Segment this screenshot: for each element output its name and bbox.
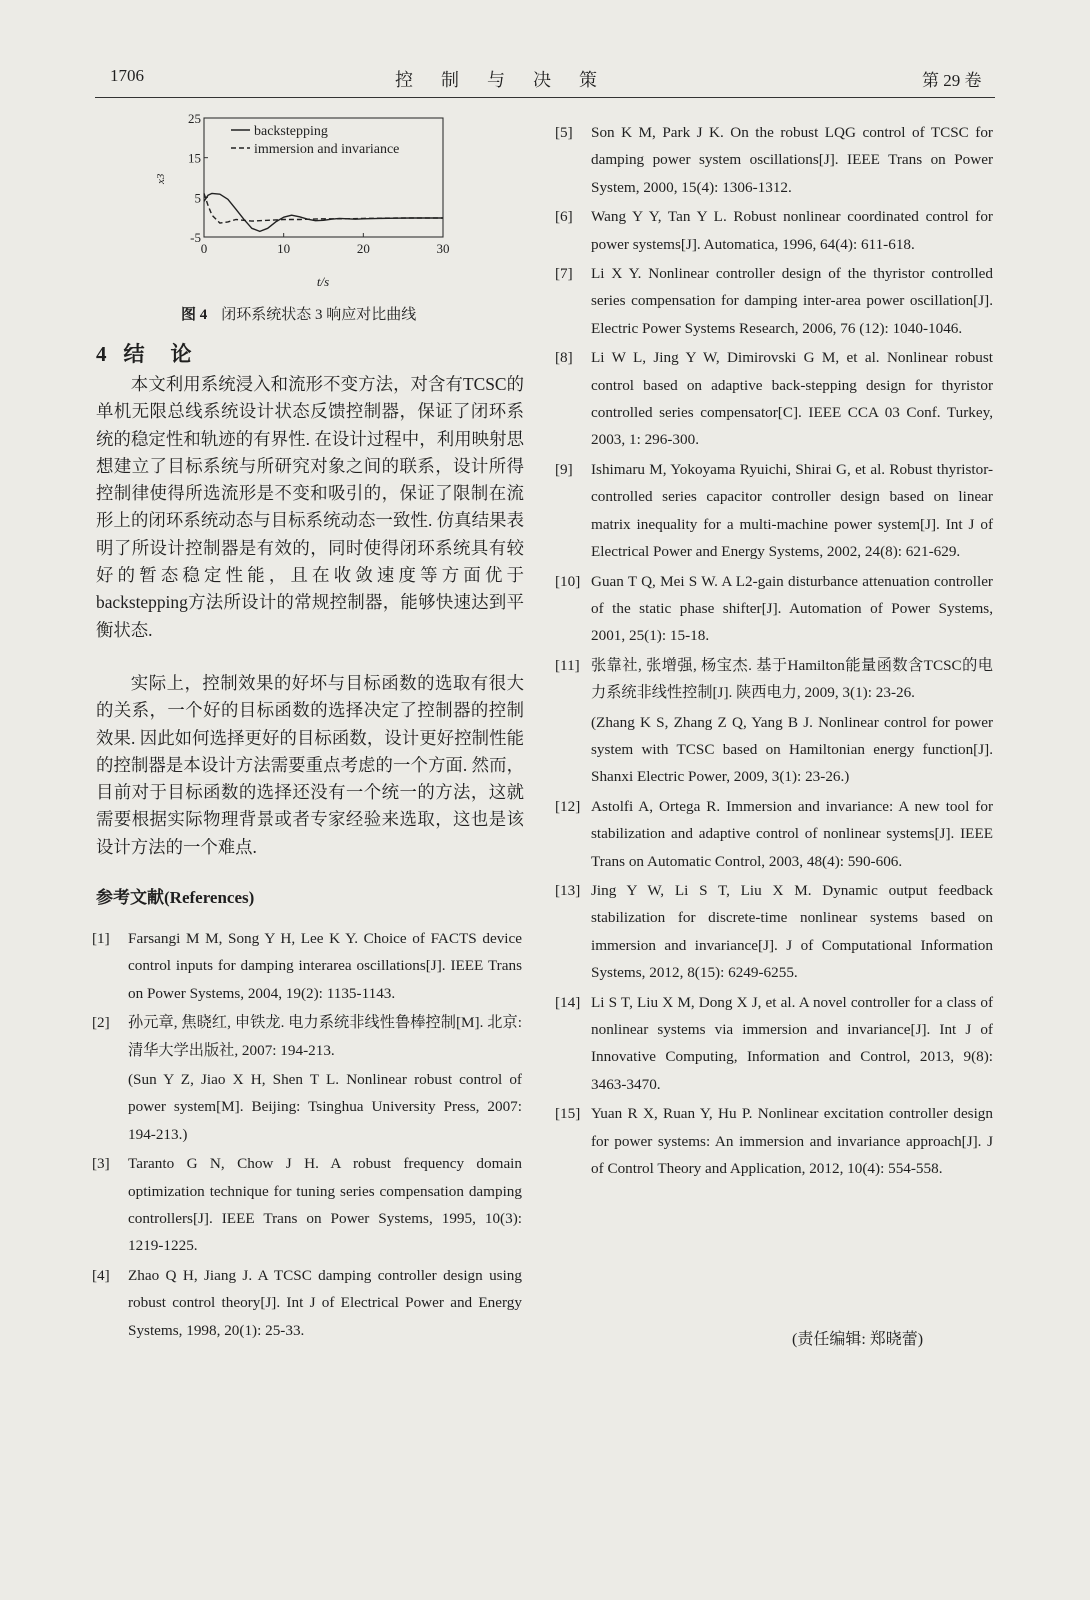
reference-item xyxy=(555,568,993,650)
reference-text: Taranto G N, Chow J H. A robust frequency domain optimization technique for tuning series compensation damping controllers[J]. IEEE Trans on Power Systems, 1995, 10(3): 1219-1225. xyxy=(128,1155,522,1255)
figure-4 xyxy=(150,104,470,294)
reference-text-block xyxy=(591,1100,993,1182)
section-title: 结论 xyxy=(123,342,218,366)
reference-item xyxy=(555,989,993,1099)
header-rule xyxy=(95,97,995,98)
editor-credit: (责任编辑: 郑晓蕾) xyxy=(792,1331,924,1348)
figure-caption-text: 闭环系统状态 3 响应对比曲线 xyxy=(221,307,417,323)
reference-text-block xyxy=(591,568,993,650)
reference-number: [10] xyxy=(555,572,581,590)
reference-item xyxy=(555,119,993,201)
reference-number: [7] xyxy=(555,265,573,283)
reference-text-block xyxy=(591,456,993,566)
reference-text-block xyxy=(591,119,993,201)
x-tick-label: 0 xyxy=(200,241,208,256)
reference-number: [15] xyxy=(555,1105,581,1123)
reference-item xyxy=(555,793,993,875)
journal-title: 控制与决策 xyxy=(395,70,625,90)
reference-text: Son K M, Park J K. On the robust LQG control of TCSC for damping power system oscillations[J]. IEEE Trans on Power System, 2000, 15(4): 1306-1312. xyxy=(591,124,993,196)
reference-text-block xyxy=(591,344,993,454)
reference-number: [8] xyxy=(555,349,573,367)
reference-number: [2] xyxy=(92,1014,110,1032)
reference-text: Li W L, Jing Y W, Dimirovski G M, et al. Nonlinear robust control based on adaptive back-stepping design for thyristor controlled series compensator[C]. IEEE CCA 03 Conf. Turkey, 2003, 1: 296-300. xyxy=(591,349,993,449)
reference-number: [13] xyxy=(555,881,581,899)
conclusion-paragraph-1: 本文利用系统浸入和流形不变方法，对含有TCSC的单机无限总线系统设计状态反馈控制器，保证了闭环系统的稳定性和轨迹的有界性. 在设计过程中，利用映射思想建立了目标系统与所研究对象之间的联系，设计所得控制律使得所选流形是不变和吸引的，保证了限制在流形上的闭环系统动态与目标系统动态一致性. 仿真结果表明了所设计控制器是有效的，同时使得闭环系统具有较好的暂态稳定性能，且在收敛速度等方面优于backstepping方法所设计的常规控制器，能够快速达到平衡状态. xyxy=(96,374,524,640)
reference-text-block xyxy=(128,1262,522,1344)
figure-caption xyxy=(181,303,416,324)
reference-text: Yuan R X, Ruan Y, Hu P. Nonlinear excitation controller design for power systems: An immersion and invariance approach[J]. J of Control Theory and Application, 2012, 10(4): 554-558. xyxy=(591,1105,993,1178)
reference-item xyxy=(92,1150,522,1260)
reference-number: [12] xyxy=(555,797,581,815)
y-tick-label: 15 xyxy=(188,150,201,166)
reference-number: [5] xyxy=(555,124,573,141)
reference-number: [6] xyxy=(555,208,573,226)
reference-text-block xyxy=(128,1009,522,1148)
reference-item xyxy=(555,344,993,454)
reference-text-block xyxy=(591,260,993,342)
reference-text: Ishimaru M, Yokoyama Ryuichi, Shirai G, et al. Robust thyristor-controlled series capacitor controller design based on linear matrix inequality for a multi-machine power system[J]. Int J of Electrical Power and Energy Systems, 2002, 24(8): 621-629. xyxy=(591,460,993,561)
references-right-column xyxy=(555,119,993,1184)
reference-number: [4] xyxy=(92,1266,110,1284)
reference-text: Guan T Q, Mei S W. A L2-gain disturbance attenuation controller of the static phase shifter[J]. Automation of Power Systems, 2001, 25(1): 15-18. xyxy=(591,572,993,645)
response-chart xyxy=(150,104,470,294)
reference-text: Zhao Q H, Jiang J. A TCSC damping controller design using robust control theory[J]. Int J of Electrical Power and Energy Systems, 1998, 20(1): 25-33. xyxy=(128,1266,522,1339)
reference-text: 张靠社, 张增强, 杨宝杰. 基于Hamilton能量函数含TCSC的电力系统非线性控制[J]. 陕西电力, 2009, 3(1): 23-26. xyxy=(591,656,993,702)
series-line-backstepping xyxy=(204,193,443,231)
x-tick-label: 30 xyxy=(436,241,450,256)
reference-item xyxy=(92,1009,522,1148)
reference-item xyxy=(555,260,993,342)
reference-text-block xyxy=(591,877,993,987)
x-tick-label: 20 xyxy=(356,241,370,256)
reference-text: Astolfi A, Ortega R. Immersion and invariance: A new tool for stabilization and adaptive control of nonlinear systems[J]. IEEE Trans on Automatic Control, 2003, 48(4): 590-606. xyxy=(591,797,993,870)
reference-text-block xyxy=(591,793,993,875)
reference-number: [1] xyxy=(92,930,110,947)
reference-text: Jing Y W, Li S T, Liu X M. Dynamic output feedback stabilization for discrete-time nonlinear systems based on immersion and invariance[J]. J of Computational Information Systems, 2012, 8(15): 6249-6255. xyxy=(591,881,993,982)
reference-item xyxy=(555,1100,993,1182)
reference-number: [9] xyxy=(555,460,573,478)
y-ticks xyxy=(188,111,208,245)
legend-label-backstepping: backstepping xyxy=(254,124,328,139)
reference-text-block xyxy=(591,203,993,258)
reference-text: Li S T, Liu X M, Dong X J, et al. A novel controller for a class of nonlinear systems via immersion and invariance[J]. Int J of Innovative Computing, Information and Control, 2013, 9(8): 3463-3470. xyxy=(591,993,993,1093)
reference-text: Li X Y. Nonlinear controller design of the thyristor controlled series compensation for damping inter-area power oscillation[J]. Electric Power Systems Research, 2006, 76 (12): 1040-1046. xyxy=(591,265,993,337)
reference-item xyxy=(555,456,993,566)
x-axis-label: t/s xyxy=(316,274,330,289)
legend-label-immersion: immersion and invariance xyxy=(254,142,400,157)
reference-number: [3] xyxy=(92,1155,110,1173)
x-tick-label: 10 xyxy=(277,241,291,256)
y-axis-label: x3 xyxy=(155,173,167,184)
reference-item xyxy=(555,203,993,258)
references-heading: 参考文献(References) xyxy=(96,888,255,907)
y-tick-label: 25 xyxy=(188,111,201,126)
reference-text-block xyxy=(128,1150,522,1260)
section-heading xyxy=(96,338,218,368)
page-number: 1706 xyxy=(110,66,144,85)
y-tick-label: -5 xyxy=(190,230,201,245)
reference-item xyxy=(92,1262,522,1344)
reference-translation: (Zhang K S, Zhang Z Q, Yang B J. Nonlinear control for power system with TCSC based on Hamiltonian energy function[J]. Shanxi Electric Power, 2009, 3(1): 23-26.) xyxy=(591,713,993,786)
reference-translation: (Sun Y Z, Jiao X H, Shen T L. Nonlinear robust control of power system[M]. Beijing: Tsinghua University Press, 2007: 194-213.) xyxy=(128,1071,522,1143)
reference-item xyxy=(555,877,993,987)
y-tick-label: 5 xyxy=(194,190,201,206)
reference-text-block xyxy=(591,652,993,791)
volume-label: 第 29 卷 xyxy=(922,71,982,90)
section-number: 4 xyxy=(96,342,108,366)
reference-text: Wang Y Y, Tan Y L. Robust nonlinear coordinated control for power systems[J]. Automatica, 1996, 64(4): 611-618. xyxy=(591,208,993,253)
series-group xyxy=(204,193,443,231)
references-left-column xyxy=(92,925,522,1346)
reference-text-block xyxy=(591,989,993,1099)
figure-caption-number: 图 4 xyxy=(181,307,208,323)
reference-text: 孙元章, 焦晓红, 申铁龙. 电力系统非线性鲁棒控制[M]. 北京: 清华大学出版社, 2007: 194-213. xyxy=(128,1014,522,1059)
reference-item xyxy=(555,652,993,791)
reference-number: [14] xyxy=(555,993,581,1011)
reference-number: [11] xyxy=(555,656,580,674)
reference-item xyxy=(92,925,522,1007)
legend xyxy=(231,124,399,157)
conclusion-paragraph-2: 实际上，控制效果的好坏与目标函数的选取有很大的关系，一个好的目标函数的选择决定了控制器的控制效果. 因此如何选择更好的目标函数，设计更好控制性能的控制器是本设计方法需要重点考虑的一个方面. 然而，目前对于目标函数的选择还没有一个统一的方法，这就需要根据实际物理背景或者专家经验来选取，这也是该设计方法的一个难点. xyxy=(96,673,524,857)
reference-text-block xyxy=(128,925,522,1007)
reference-text: Farsangi M M, Song Y H, Lee K Y. Choice of FACTS device control inputs for damping interarea oscillations[J]. IEEE Trans on Power Systems, 2004, 19(2): 1135-1143. xyxy=(128,930,522,1002)
